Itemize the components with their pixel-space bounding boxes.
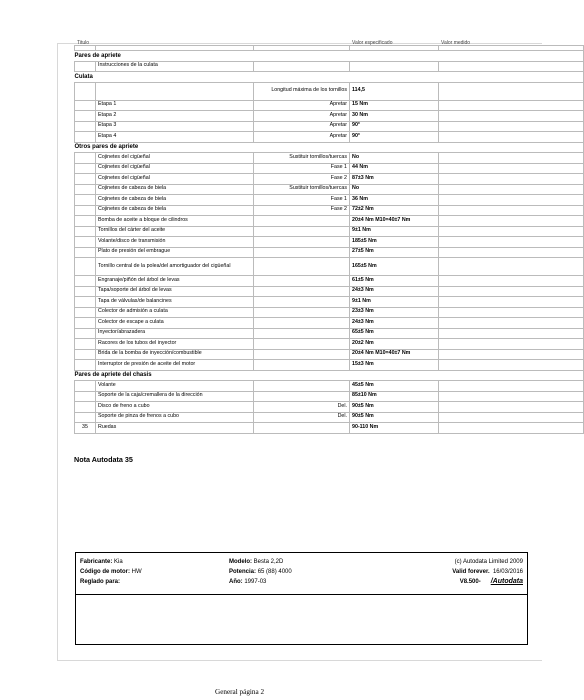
row-condition	[254, 216, 350, 227]
row-measured-value	[439, 205, 584, 216]
row-specified-value: 15±3 Nm	[350, 360, 439, 371]
row-measured-value	[439, 339, 584, 350]
row-item: Engranaje/piñón del árbol de levas	[96, 276, 254, 287]
table-row	[75, 184, 584, 195]
row-item: Etapa 3	[96, 121, 254, 132]
row-condition	[254, 328, 350, 339]
table-row	[75, 307, 584, 318]
row-measured-value	[439, 360, 584, 371]
row-item: Volante/disco de transmisión	[96, 237, 254, 248]
table-row	[75, 258, 584, 276]
row-measured-value	[439, 247, 584, 258]
row-measured-value	[439, 195, 584, 206]
row-condition	[254, 339, 350, 350]
valid-line	[452, 567, 523, 577]
row-number	[75, 276, 96, 287]
row-specified-value: 24±3 Nm	[350, 286, 439, 297]
row-measured-value	[439, 391, 584, 402]
row-condition: Sustituir tornillos/tuercas	[254, 153, 350, 164]
row-measured-value	[439, 82, 584, 100]
cut-header-spec: Valor especificado	[350, 46, 439, 51]
table-row	[75, 286, 584, 297]
row-condition: Apretar	[254, 111, 350, 122]
row-number	[75, 111, 96, 122]
row-number	[75, 132, 96, 143]
row-item: Racores de los tubos del inyector	[96, 339, 254, 350]
row-condition: Sustituir tornillos/tuercas	[254, 184, 350, 195]
page-footer-label: General página 2	[215, 688, 265, 696]
row-number	[75, 153, 96, 164]
table-row	[75, 276, 584, 287]
version-label: V8.500-	[459, 579, 481, 585]
table-row	[75, 402, 584, 413]
row-specified-value: 65±5 Nm	[350, 328, 439, 339]
row-measured-value	[439, 258, 584, 276]
row-item: Cojinetes del cigüeñal	[96, 163, 254, 174]
autodata-note: Nota Autodata 35	[74, 455, 133, 464]
row-condition: Apretar	[254, 121, 350, 132]
row-item: Etapa 1	[96, 100, 254, 111]
codigo-value: HW	[131, 569, 142, 575]
table-row	[75, 247, 584, 258]
table-row	[75, 61, 584, 72]
table-row	[75, 226, 584, 237]
row-measured-value	[439, 402, 584, 413]
table-row	[75, 132, 584, 143]
row-measured-value	[439, 100, 584, 111]
valid-date: 16/03/2016	[492, 569, 523, 575]
row-specified-value: 44 Nm	[350, 163, 439, 174]
row-specified-value: 85±10 Nm	[350, 391, 439, 402]
section-title: Pares de apriete	[75, 51, 584, 62]
torque-spec-table	[74, 40, 584, 434]
version-line	[452, 577, 523, 587]
row-number	[75, 174, 96, 185]
table-row	[75, 163, 584, 174]
row-condition	[254, 349, 350, 360]
row-condition	[254, 247, 350, 258]
row-specified-value: 24±3 Nm	[350, 318, 439, 329]
row-measured-value	[439, 297, 584, 308]
row-specified-value: No	[350, 184, 439, 195]
table-row	[75, 100, 584, 111]
row-item: Tapa de válvulas/de balancines	[96, 297, 254, 308]
row-condition	[254, 391, 350, 402]
row-item: Colector de escape a culata	[96, 318, 254, 329]
modelo-line	[229, 557, 292, 567]
row-measured-value	[439, 153, 584, 164]
row-condition	[254, 360, 350, 371]
row-number	[75, 349, 96, 360]
row-item: Cojinetes del cigüeñal	[96, 153, 254, 164]
row-number	[75, 82, 96, 100]
row-item: Cojinetes de cabeza de biela	[96, 195, 254, 206]
row-condition	[254, 61, 350, 72]
row-item: Cojinetes de cabeza de biela	[96, 205, 254, 216]
ano-line	[229, 577, 292, 587]
section-title: Otros pares de apriete	[75, 142, 584, 153]
row-item: Ruedas	[96, 423, 254, 434]
row-number	[75, 205, 96, 216]
row-measured-value	[439, 423, 584, 434]
table-row	[75, 328, 584, 339]
table-row	[75, 174, 584, 185]
table-row	[75, 195, 584, 206]
row-number	[75, 258, 96, 276]
row-item: Colector de admisión a culata	[96, 307, 254, 318]
row-item: Disco de freno a cubo	[96, 402, 254, 413]
table-row	[75, 205, 584, 216]
row-specified-value: 90±5 Nm	[350, 402, 439, 413]
row-measured-value	[439, 307, 584, 318]
fabricante-value: Kia	[114, 559, 123, 565]
row-number	[75, 297, 96, 308]
row-number	[75, 226, 96, 237]
row-item: Tapa/soporte del árbol de levas	[96, 286, 254, 297]
row-item: Volante	[96, 381, 254, 392]
row-condition: Del.	[254, 412, 350, 423]
row-number	[75, 360, 96, 371]
row-number	[75, 339, 96, 350]
row-measured-value	[439, 121, 584, 132]
row-specified-value: 90-110 Nm	[350, 423, 439, 434]
table-row	[75, 360, 584, 371]
row-number	[75, 286, 96, 297]
row-specified-value: 9±1 Nm	[350, 297, 439, 308]
section-header	[75, 72, 584, 83]
potencia-value: 65 (88) 4000	[257, 569, 292, 575]
table-row	[75, 111, 584, 122]
row-condition	[254, 286, 350, 297]
row-specified-value: 23±3 Nm	[350, 307, 439, 318]
potencia-label: Potencia:	[229, 569, 257, 575]
row-condition: Apretar	[254, 132, 350, 143]
row-item	[96, 82, 254, 100]
row-number	[75, 195, 96, 206]
row-item: Soporte de pinza de frenos a cubo	[96, 412, 254, 423]
row-measured-value	[439, 237, 584, 248]
row-item: Etapa 2	[96, 111, 254, 122]
table-row	[75, 391, 584, 402]
row-item: Tornillo central de la polea/del amortiguador del cigüeñal	[96, 258, 254, 276]
row-condition: Del.	[254, 402, 350, 413]
modelo-value: Besta 2,2D	[253, 559, 284, 565]
codigo-label: Código de motor:	[80, 569, 130, 575]
modelo-label: Modelo:	[229, 559, 252, 565]
table-row	[75, 318, 584, 329]
row-condition	[254, 297, 350, 308]
row-specified-value: 87±3 Nm	[350, 174, 439, 185]
table-row	[75, 423, 584, 434]
row-condition	[254, 318, 350, 329]
footer-copyright-col	[452, 557, 523, 587]
codigo-line	[80, 567, 142, 577]
row-condition	[254, 423, 350, 434]
row-specified-value: 72±2 Nm	[350, 205, 439, 216]
row-specified-value: 90°	[350, 121, 439, 132]
row-condition: Fase 1	[254, 163, 350, 174]
row-measured-value	[439, 412, 584, 423]
row-specified-value: 185±5 Nm	[350, 237, 439, 248]
row-item: Soporte de la caja/cremallera de la dirección	[96, 391, 254, 402]
section-header	[75, 51, 584, 62]
table-row	[75, 121, 584, 132]
document-page	[57, 40, 542, 661]
ano-value: 1997-03	[244, 579, 267, 585]
row-measured-value	[439, 163, 584, 174]
table-row	[75, 381, 584, 392]
row-item: Interruptor de presión de aceite del motor	[96, 360, 254, 371]
row-specified-value: 20±4 Nm M10=40±7 Nm	[350, 216, 439, 227]
row-number	[75, 237, 96, 248]
row-item: Etapa 4	[96, 132, 254, 143]
row-item: Plato de presión del embrague	[96, 247, 254, 258]
spec-table-wrapper	[74, 40, 583, 434]
row-specified-value: 30 Nm	[350, 111, 439, 122]
row-condition	[254, 258, 350, 276]
row-measured-value	[439, 184, 584, 195]
row-item: Instrucciones de la culata	[96, 61, 254, 72]
valid-label: Valid forever.	[452, 569, 490, 575]
row-measured-value	[439, 61, 584, 72]
reglado-line	[80, 577, 142, 587]
footer-box	[75, 552, 528, 645]
row-item: Tornillos del cárter del aceite	[96, 226, 254, 237]
row-specified-value: 90°	[350, 132, 439, 143]
row-number	[75, 402, 96, 413]
table-row	[75, 237, 584, 248]
row-condition: Apretar	[254, 100, 350, 111]
section-header	[75, 142, 584, 153]
row-measured-value	[439, 286, 584, 297]
footer-model-col	[229, 557, 292, 587]
table-row	[75, 349, 584, 360]
section-title: Pares de apriete del chasis	[75, 370, 584, 381]
row-specified-value: 9±1 Nm	[350, 226, 439, 237]
row-measured-value	[439, 328, 584, 339]
row-condition	[254, 307, 350, 318]
table-row	[75, 82, 584, 100]
row-number	[75, 307, 96, 318]
row-condition: Fase 1	[254, 195, 350, 206]
autodata-logo: /Autodata	[490, 578, 523, 585]
fabricante-line	[80, 557, 142, 567]
row-specified-value: 165±5 Nm	[350, 258, 439, 276]
table-row	[75, 216, 584, 227]
row-number	[75, 61, 96, 72]
row-specified-value: 45±5 Nm	[350, 381, 439, 392]
section-title: Culata	[75, 72, 584, 83]
row-measured-value	[439, 132, 584, 143]
row-measured-value	[439, 174, 584, 185]
row-specified-value: 15 Nm	[350, 100, 439, 111]
row-measured-value	[439, 381, 584, 392]
row-condition: Fase 2	[254, 174, 350, 185]
row-number	[75, 163, 96, 174]
row-number: 35	[75, 423, 96, 434]
row-measured-value	[439, 349, 584, 360]
potencia-line	[229, 567, 292, 577]
row-measured-value	[439, 111, 584, 122]
row-item: Brida de la bomba de inyección/combustible	[96, 349, 254, 360]
row-measured-value	[439, 216, 584, 227]
row-condition	[254, 226, 350, 237]
footer-info	[76, 553, 527, 595]
footer-vehicle-col	[80, 557, 142, 587]
row-specified-value: 20±4 Nm M10=40±7 Nm	[350, 349, 439, 360]
reglado-label: Reglado para:	[80, 579, 121, 585]
row-number	[75, 247, 96, 258]
table-row	[75, 153, 584, 164]
row-condition	[254, 381, 350, 392]
row-specified-value: No	[350, 153, 439, 164]
row-specified-value: 61±5 Nm	[350, 276, 439, 287]
row-number	[75, 216, 96, 227]
row-condition	[254, 237, 350, 248]
row-number	[75, 391, 96, 402]
row-specified-value: 90±5 Nm	[350, 412, 439, 423]
row-measured-value	[439, 318, 584, 329]
section-header	[75, 370, 584, 381]
row-item: Cojinetes de cabeza de biela	[96, 184, 254, 195]
row-specified-value: 20±2 Nm	[350, 339, 439, 350]
row-specified-value: 36 Nm	[350, 195, 439, 206]
row-item: Bomba de aceite a bloque de cilindros	[96, 216, 254, 227]
row-item: Cojinetes del cigüeñal	[96, 174, 254, 185]
ano-label: Año:	[229, 579, 243, 585]
row-specified-value: 27±5 Nm	[350, 247, 439, 258]
row-number	[75, 328, 96, 339]
row-number	[75, 121, 96, 132]
table-row	[75, 412, 584, 423]
table-row	[75, 339, 584, 350]
row-number	[75, 318, 96, 329]
row-condition: Fase 2	[254, 205, 350, 216]
row-number	[75, 100, 96, 111]
copyright: (c) Autodata Limited 2009	[454, 559, 523, 565]
row-measured-value	[439, 226, 584, 237]
row-number	[75, 184, 96, 195]
row-condition	[254, 276, 350, 287]
row-measured-value	[439, 276, 584, 287]
fabricante-label: Fabricante:	[80, 559, 113, 565]
row-specified-value: 114,5	[350, 82, 439, 100]
row-number	[75, 412, 96, 423]
table-row	[75, 297, 584, 308]
cut-header-num: Titulo	[75, 46, 96, 51]
row-condition: Longitud máxima de los tornillos	[254, 82, 350, 100]
cut-header-measured: Valor medido	[439, 46, 584, 51]
row-item: Inyector/abrazadera	[96, 328, 254, 339]
row-specified-value	[350, 61, 439, 72]
row-number	[75, 381, 96, 392]
